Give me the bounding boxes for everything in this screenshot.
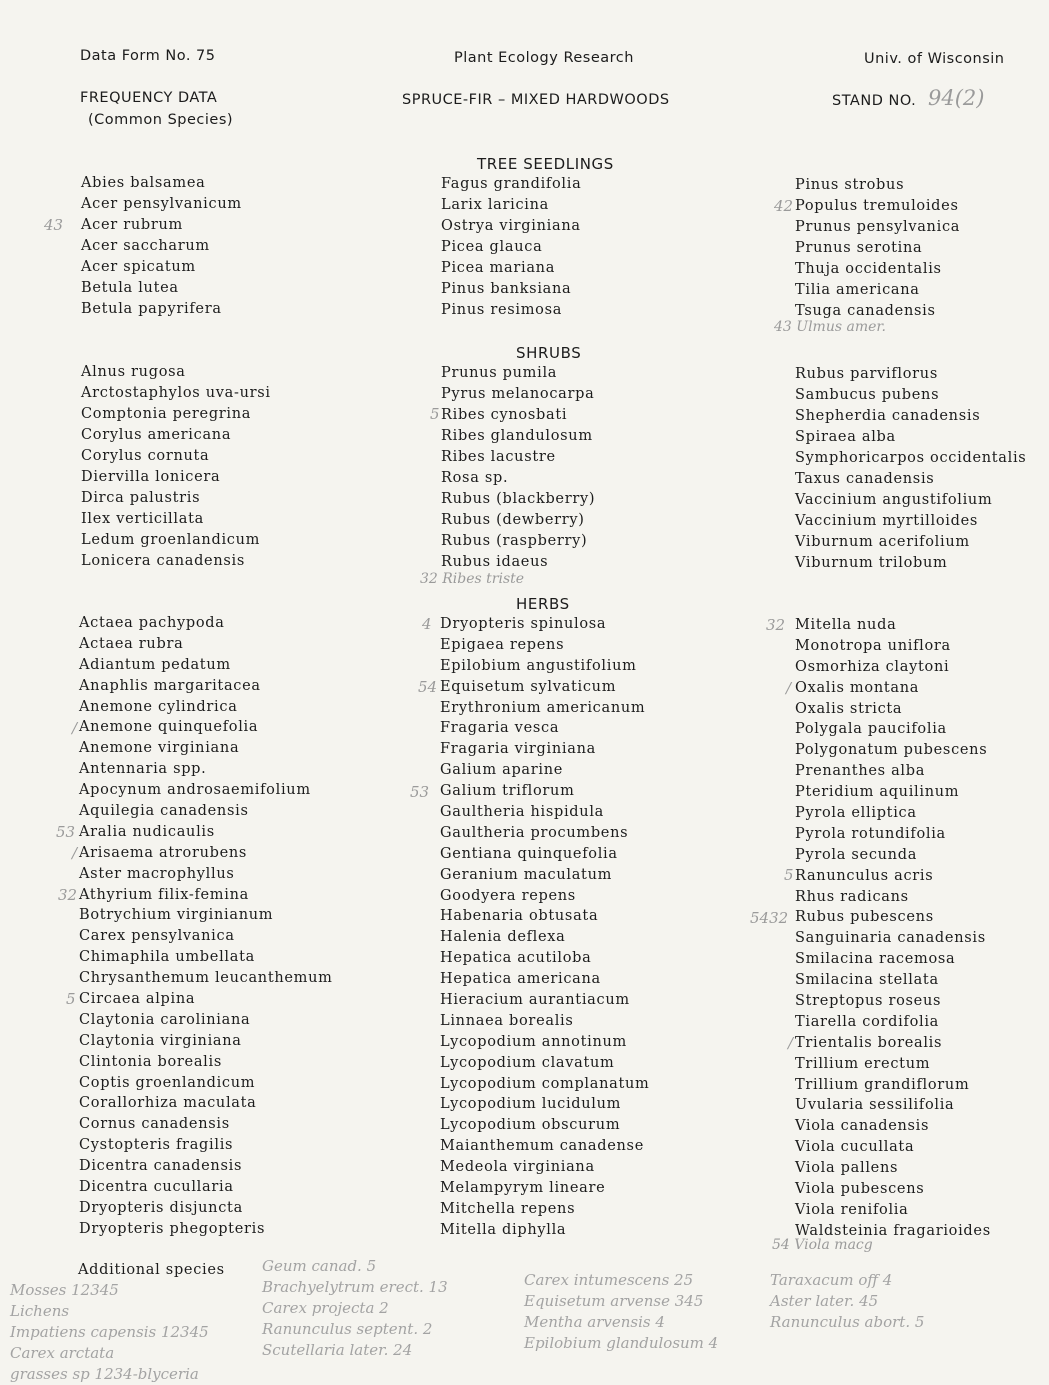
list-item: Carex pensylvanica — [79, 928, 235, 945]
list-item: Rosa sp. — [441, 470, 509, 486]
list-item: Corallorhiza maculata — [79, 1095, 257, 1112]
list-item: Viola renifolia — [795, 1201, 909, 1218]
list-item: Cystopteris fragilis — [79, 1137, 234, 1154]
list-item: Prenanthes alba — [795, 763, 926, 780]
handwritten-mark: 53 — [410, 783, 430, 801]
list-item: Pyrola elliptica — [795, 805, 917, 822]
herbs-col-2 — [440, 614, 650, 1241]
shrubs-col-1 — [81, 362, 271, 572]
list-item: Galium aparine — [440, 762, 564, 779]
handwritten-mark: 32 — [58, 886, 78, 904]
list-item: Pinus resimosa — [441, 302, 563, 318]
handwritten-note: 32 Ribes triste — [420, 571, 525, 587]
list-item: Circaea alpina — [79, 991, 196, 1008]
list-item: Lycopodium lucidulum — [440, 1096, 622, 1113]
list-item: Gaultheria procumbens — [440, 824, 629, 841]
list-item: Tilia americana — [795, 282, 920, 298]
form-number: Data Form No. 75 — [80, 48, 216, 64]
tree-col-3 — [795, 175, 960, 322]
list-item: Ribes glandulosum — [441, 428, 593, 444]
list-item: Tsuga canadensis — [795, 303, 936, 319]
list-item: Melampyrym lineare — [440, 1180, 606, 1197]
list-item: Betula papyrifera — [81, 301, 222, 317]
list-item: Fragaria virginiana — [440, 741, 596, 758]
list-item: Picea glauca — [441, 239, 543, 255]
handwritten-mark: 5 — [784, 866, 794, 884]
list-item: Alnus rugosa — [81, 364, 186, 380]
list-item: Prunus serotina — [795, 240, 923, 256]
community-title: SPRUCE-FIR – MIXED HARDWOODS — [402, 92, 670, 108]
section-herbs: HERBS — [516, 595, 570, 613]
list-item: Fragaria vesca — [440, 720, 560, 737]
list-item: Viola pubescens — [795, 1181, 925, 1198]
list-item: Diervilla lonicera — [81, 469, 221, 485]
frequency-subtitle: (Common Species) — [88, 112, 234, 128]
list-item: Lonicera canadensis — [81, 553, 245, 569]
list-item: Anemone virginiana — [79, 740, 240, 757]
organization: Plant Ecology Research — [454, 50, 634, 66]
list-item: Gentiana quinquefolia — [440, 845, 618, 862]
list-item: Antennaria spp. — [79, 761, 207, 778]
list-item: Fagus grandifolia — [441, 176, 582, 192]
list-item: Equisetum sylvaticum — [440, 678, 617, 695]
list-item: Abies balsamea — [81, 175, 206, 191]
list-item: Lycopodium clavatum — [440, 1054, 615, 1071]
list-item: Polygonatum pubescens — [795, 742, 988, 759]
list-item: Sambucus pubens — [795, 387, 940, 403]
list-item: Epigaea repens — [440, 636, 565, 653]
list-item: Populus tremuloides — [795, 198, 959, 214]
list-item: Sanguinaria canadensis — [795, 930, 986, 947]
list-item: Oxalis stricta — [795, 700, 903, 717]
list-item: Adiantum pedatum — [79, 656, 231, 673]
list-item: Anemone cylindrica — [79, 698, 238, 715]
handwritten-note: Impatiens capensis 12345 — [10, 1323, 209, 1341]
list-item: Apocynum androsaemifolium — [79, 782, 311, 799]
list-item: Trillium grandiflorum — [795, 1076, 970, 1093]
handwritten-note: Ranunculus abort. 5 — [770, 1313, 925, 1331]
list-item: Claytonia virginiana — [79, 1032, 242, 1049]
list-item: Lycopodium obscurum — [440, 1117, 621, 1134]
handwritten-mark: 4 — [422, 615, 432, 633]
list-item: Actaea rubra — [79, 635, 184, 652]
handwritten-mark: / — [72, 844, 78, 862]
list-item: Acer pensylvanicum — [81, 196, 242, 212]
handwritten-note: Aster later. 45 — [770, 1292, 879, 1310]
section-shrubs: SHRUBS — [516, 344, 582, 362]
handwritten-note: Carex projecta 2 — [262, 1299, 389, 1317]
list-item: Ostrya virginiana — [441, 218, 581, 234]
herbs-col-3 — [795, 615, 991, 1242]
list-item: Goodyera repens — [440, 887, 576, 904]
list-item: Chrysanthemum leucanthemum — [79, 970, 333, 987]
list-item: Ribes cynosbati — [441, 407, 568, 423]
handwritten-note: Equisetum arvense 345 — [524, 1292, 704, 1310]
section-tree-seedlings: TREE SEEDLINGS — [477, 155, 614, 173]
list-item: Gaultheria hispidula — [440, 804, 605, 821]
handwritten-mark: 43 — [44, 216, 64, 234]
list-item: Habenaria obtusata — [440, 908, 599, 925]
list-item: Acer rubrum — [81, 217, 183, 233]
list-item: Aralia nudicaulis — [79, 823, 215, 840]
list-item: Rubus (blackberry) — [441, 491, 596, 507]
list-item: Ranunculus acris — [795, 867, 934, 884]
handwritten-note: 43 Ulmus amer. — [774, 319, 886, 335]
handwritten-note: Mentha arvensis 4 — [524, 1313, 665, 1331]
handwritten-note: Lichens — [10, 1302, 70, 1320]
list-item: Hepatica acutiloba — [440, 950, 592, 967]
list-item: Viola canadensis — [795, 1118, 930, 1135]
tree-col-1 — [81, 173, 242, 320]
list-item: Epilobium angustifolium — [440, 657, 637, 674]
list-item: Dryopteris disjuncta — [79, 1199, 243, 1216]
handwritten-mark: / — [788, 1034, 794, 1052]
handwritten-mark: 32 — [766, 616, 786, 634]
list-item: Mitella diphylla — [440, 1221, 567, 1238]
list-item: Mitella nuda — [795, 617, 897, 633]
list-item: Osmorhiza claytoni — [795, 658, 950, 675]
list-item: Viola pallens — [795, 1160, 899, 1177]
list-item: Tiarella cordifolia — [795, 1013, 940, 1030]
list-item: Oxalis montana — [795, 679, 920, 696]
list-item: Corylus americana — [81, 427, 232, 443]
list-item: Pinus strobus — [795, 177, 905, 193]
additional-species-label: Additional species — [78, 1262, 225, 1278]
list-item: Trillium erectum — [795, 1055, 931, 1072]
list-item: Viola cucullata — [795, 1139, 915, 1156]
list-item: Smilacina stellata — [795, 972, 939, 989]
list-item: Rubus idaeus — [441, 554, 549, 570]
handwritten-note: Geum canad. 5 — [262, 1257, 377, 1275]
list-item: Hepatica americana — [440, 971, 601, 988]
list-item: Claytonia caroliniana — [79, 1011, 251, 1028]
list-item: Maianthemum canadense — [440, 1138, 644, 1155]
list-item: Trientalis borealis — [795, 1034, 943, 1051]
list-item: Ribes lacustre — [441, 449, 556, 465]
list-item: Actaea pachypoda — [79, 615, 225, 631]
list-item: Rubus parviflorus — [795, 366, 938, 382]
handwritten-note: Brachyelytrum erect. 13 — [262, 1278, 448, 1296]
list-item: Rhus radicans — [795, 888, 909, 905]
list-item: Waldsteinia fragarioides — [795, 1222, 991, 1239]
handwritten-mark: 53 — [56, 823, 76, 841]
list-item: Acer saccharum — [81, 238, 210, 254]
list-item: Rubus (dewberry) — [441, 512, 585, 528]
handwritten-mark: / — [786, 679, 792, 697]
handwritten-note: grasses sp 1234-blyceria — [10, 1365, 199, 1383]
handwritten-notes-col-2 — [262, 1256, 448, 1361]
list-item: Lycopodium annotinum — [440, 1033, 627, 1050]
handwritten-note: Mosses 12345 — [10, 1281, 119, 1299]
list-item: Streptopus roseus — [795, 993, 942, 1010]
list-item: Aster macrophyllus — [79, 865, 235, 882]
list-item: Athyrium filix-femina — [79, 886, 249, 903]
list-item: Ilex verticillata — [81, 511, 204, 527]
herbs-col-1 — [79, 613, 333, 1240]
list-item: Dicentra canadensis — [79, 1158, 243, 1175]
list-item: Larix laricina — [441, 197, 550, 213]
list-item: Pteridium aquilinum — [795, 784, 960, 801]
list-item: Cornus canadensis — [79, 1116, 230, 1133]
list-item: Pyrola rotundifolia — [795, 825, 946, 842]
list-item: Betula lutea — [81, 280, 179, 296]
handwritten-note: Carex arctata — [10, 1344, 115, 1362]
list-item: Viburnum acerifolium — [795, 534, 970, 550]
list-item: Dicentra cucullaria — [79, 1179, 234, 1196]
list-item: Vaccinium angustifolium — [795, 492, 993, 508]
list-item: Corylus cornuta — [81, 448, 210, 464]
shrubs-col-3 — [795, 364, 1026, 574]
tree-col-2 — [441, 174, 581, 321]
handwritten-mark: 42 — [774, 197, 794, 215]
handwritten-mark: 54 — [418, 678, 438, 696]
list-item: Chimaphila umbellata — [79, 949, 255, 966]
list-item: Rubus pubescens — [795, 909, 934, 926]
list-item: Monotropa uniflora — [795, 637, 951, 654]
list-item: Coptis groenlandicum — [79, 1074, 256, 1091]
list-item: Rubus (raspberry) — [441, 533, 588, 549]
list-item: Anaphlis margaritacea — [79, 677, 261, 694]
list-item: Linnaea borealis — [440, 1012, 574, 1029]
list-item: Comptonia peregrina — [81, 406, 252, 422]
list-item: Erythronium americanum — [440, 699, 646, 716]
list-item: Polygala paucifolia — [795, 721, 947, 738]
handwritten-note: Ranunculus septent. 2 — [262, 1320, 433, 1338]
list-item: Geranium maculatum — [440, 866, 613, 883]
list-item: Smilacina racemosa — [795, 951, 956, 968]
list-item: Taxus canadensis — [795, 471, 935, 487]
list-item: Ledum groenlandicum — [81, 532, 261, 548]
list-item: Lycopodium complanatum — [440, 1075, 650, 1092]
handwritten-mark: 5432 — [750, 909, 789, 927]
list-item: Picea mariana — [441, 260, 556, 276]
list-item: Acer spicatum — [81, 259, 196, 275]
list-item: Prunus pumila — [441, 365, 558, 381]
list-item: Uvularia sessilifolia — [795, 1097, 955, 1114]
list-item: Halenia deflexa — [440, 929, 566, 946]
list-item: Dryopteris spinulosa — [440, 616, 607, 632]
list-item: Medeola virginiana — [440, 1159, 595, 1176]
handwritten-notes-col-3 — [524, 1270, 718, 1354]
list-item: Viburnum trilobum — [795, 555, 948, 571]
frequency-title: FREQUENCY DATA — [80, 90, 218, 106]
list-item: Mitchella repens — [440, 1200, 576, 1217]
list-item: Clintonia borealis — [79, 1053, 222, 1070]
handwritten-note: Carex intumescens 25 — [524, 1271, 694, 1289]
handwritten-mark: 5 — [66, 990, 76, 1008]
list-item: Hieracium aurantiacum — [440, 992, 630, 1009]
shrubs-col-2 — [441, 363, 595, 573]
handwritten-note: 54 Viola macg — [772, 1237, 873, 1253]
list-item: Symphoricarpos occidentalis — [795, 450, 1027, 466]
list-item: Shepherdia canadensis — [795, 408, 981, 424]
list-item: Thuja occidentalis — [795, 261, 942, 277]
list-item: Vaccinium myrtilloides — [795, 513, 979, 529]
list-item: Prunus pensylvanica — [795, 219, 961, 235]
handwritten-mark: / — [72, 719, 78, 737]
stand-label: STAND NO. — [832, 93, 917, 109]
list-item: Botrychium virginianum — [79, 907, 274, 924]
handwritten-mark: 5 — [430, 405, 440, 423]
stand-value: 94(2) — [928, 86, 985, 110]
list-item: Arisaema atrorubens — [79, 844, 248, 861]
handwritten-notes-col-1 — [10, 1280, 209, 1385]
handwritten-note: Taraxacum off 4 — [770, 1271, 893, 1289]
handwritten-note: Epilobium glandulosum 4 — [524, 1334, 719, 1352]
list-item: Arctostaphylos uva-ursi — [81, 385, 271, 401]
list-item: Pyrola secunda — [795, 846, 918, 863]
list-item: Aquilegia canadensis — [79, 803, 249, 820]
list-item: Pyrus melanocarpa — [441, 386, 595, 402]
list-item: Spiraea alba — [795, 429, 896, 445]
handwritten-notes-col-4 — [770, 1270, 924, 1333]
list-item: Dirca palustris — [81, 490, 201, 506]
list-item: Galium triflorum — [440, 783, 575, 800]
list-item: Dryopteris phegopteris — [79, 1220, 266, 1237]
university: Univ. of Wisconsin — [864, 51, 1005, 67]
list-item: Anemone quinquefolia — [79, 719, 259, 736]
list-item: Pinus banksiana — [441, 281, 572, 297]
handwritten-note: Scutellaria later. 24 — [262, 1341, 413, 1359]
